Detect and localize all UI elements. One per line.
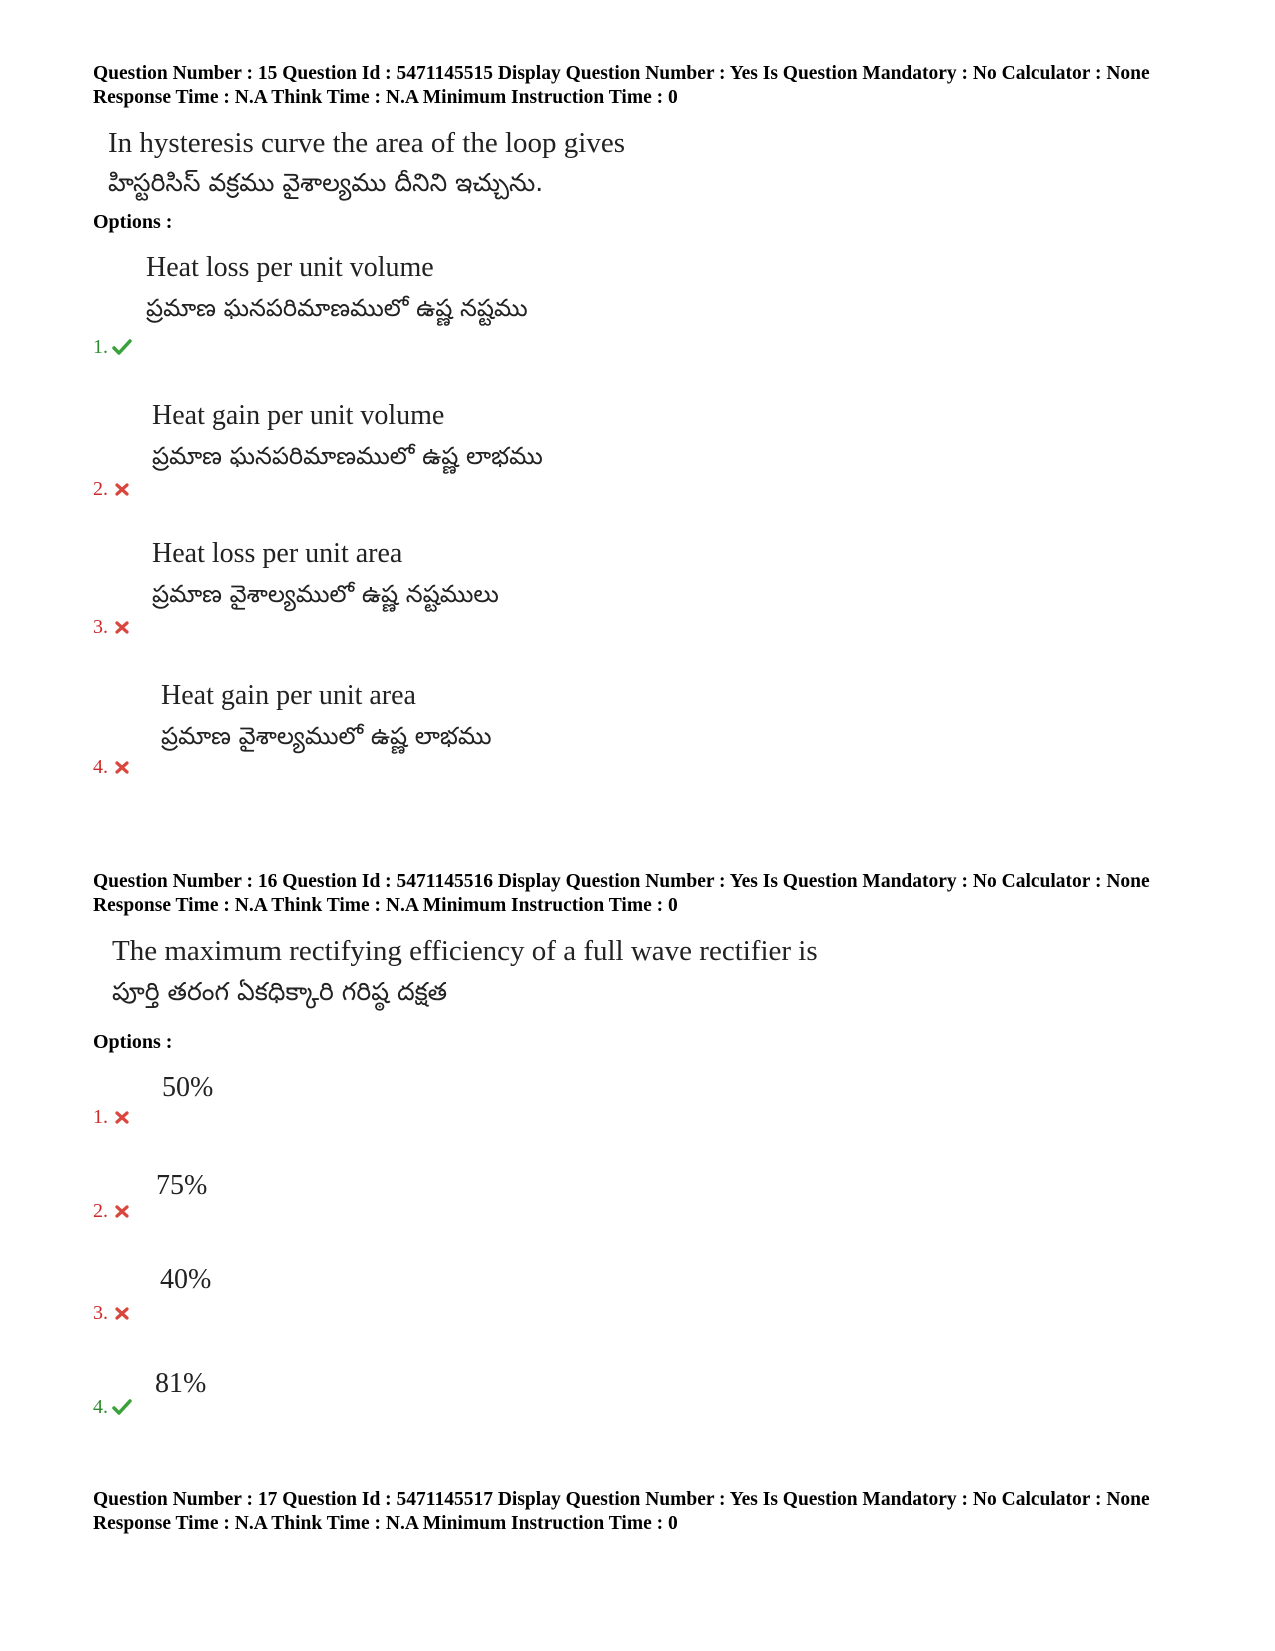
option-number-label: 3. <box>93 1302 108 1324</box>
question-16-meta: Question Number : 16 Question Id : 5471145516 Display Question Number : Yes Is Question Mandatory : No Calculator : None Response Time : N.A Think Time : N.A Minimum Instruction Time : 0 <box>93 871 1150 916</box>
cross-icon <box>112 617 132 637</box>
question-16-option-2-en: 75% <box>156 1170 208 1201</box>
option-number-label: 1. <box>93 336 108 358</box>
question-16-option-1-number[interactable] <box>93 1106 132 1128</box>
question-15-option-1-number[interactable] <box>93 336 132 358</box>
option-number-label: 4. <box>93 756 108 778</box>
question-15-option-1-en: Heat loss per unit volume <box>146 252 434 283</box>
question-15-option-3-te: ప్రమాణ వైశాల్యములో ఉష్ణ నష్టములు <box>152 580 499 608</box>
question-16-option-4-en: 81% <box>155 1368 207 1399</box>
question-15-option-4-te: ప్రమాణ వైశాల్యములో ఉష్ణ లాభము <box>161 722 492 750</box>
check-icon <box>112 337 132 357</box>
option-number-label: 2. <box>93 478 108 500</box>
question-15-option-2-en: Heat gain per unit volume <box>152 400 445 431</box>
check-icon <box>112 1397 132 1417</box>
question-15-option-4-en: Heat gain per unit area <box>161 680 416 711</box>
option-number-label: 4. <box>93 1396 108 1418</box>
question-16-option-1-en: 50% <box>162 1072 214 1103</box>
question-15-text-en: In hysteresis curve the area of the loop gives <box>108 127 625 159</box>
question-17-meta: Question Number : 17 Question Id : 5471145517 Display Question Number : Yes Is Question Mandatory : No Calculator : None Response Time : N.A Think Time : N.A Minimum Instruction Time : 0 <box>93 1489 1150 1534</box>
question-15-option-3-number[interactable] <box>93 616 132 638</box>
question-16-option-4-number[interactable] <box>93 1396 132 1418</box>
question-16-text-en: The maximum rectifying efficiency of a full wave rectifier is <box>112 935 818 967</box>
question-16-text-te: పూర్తి తరంగ ఏకధిక్కారి గరిష్ఠ దక్షత <box>112 977 448 1006</box>
cross-icon <box>112 757 132 777</box>
cross-icon <box>112 1303 132 1323</box>
cross-icon <box>112 1201 132 1221</box>
question-16-option-3-en: 40% <box>160 1264 212 1295</box>
question-15-text-te: హిస్టరిసిస్ వక్రము వైశాల్యము దీనిని ఇచ్చును. <box>108 168 544 197</box>
question-15-option-1-te: ప్రమాణ ఘనపరిమాణములో ఉష్ణ నష్టము <box>146 294 528 322</box>
cross-icon <box>112 479 132 499</box>
option-number-label: 2. <box>93 1200 108 1222</box>
option-number-label: 1. <box>93 1106 108 1128</box>
question-15-option-2-number[interactable] <box>93 478 132 500</box>
question-16-option-3-number[interactable] <box>93 1302 132 1324</box>
question-16-option-2-number[interactable] <box>93 1200 132 1222</box>
question-16-options-label: Options : <box>93 1031 173 1053</box>
question-15-option-4-number[interactable] <box>93 756 132 778</box>
cross-icon <box>112 1107 132 1127</box>
option-number-label: 3. <box>93 616 108 638</box>
question-15-options-label: Options : <box>93 211 173 233</box>
question-15-option-3-en: Heat loss per unit area <box>152 538 403 569</box>
question-15-meta: Question Number : 15 Question Id : 5471145515 Display Question Number : Yes Is Question Mandatory : No Calculator : None Response Time : N.A Think Time : N.A Minimum Instruction Time : 0 <box>93 63 1150 108</box>
question-15-option-2-te: ప్రమాణ ఘనపరిమాణములో ఉష్ణ లాభము <box>152 442 543 470</box>
